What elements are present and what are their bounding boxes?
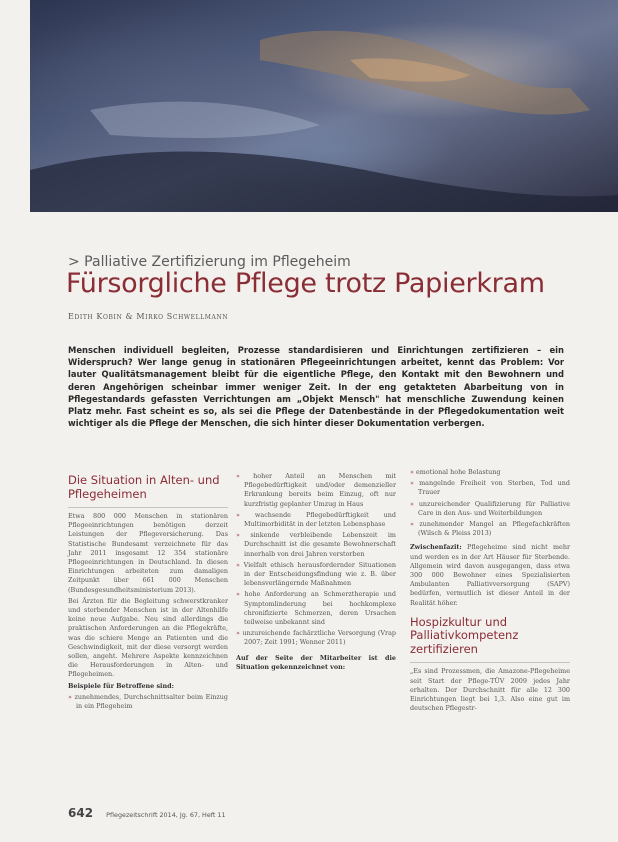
column-2 bbox=[236, 472, 396, 674]
page-footer bbox=[68, 802, 226, 821]
list-item: » Vielfalt ethisch herausfordernder Situationen in der Entscheidungsfindung wie z. B. über lebensverlängernde Maßnahmen bbox=[236, 560, 396, 588]
subheading: Beispiele für Betroffene sind: bbox=[68, 681, 174, 690]
article-kicker: > Palliative Zertifizierung im Pflegeheim bbox=[68, 254, 351, 270]
article-title: Fürsorgliche Pflege trotz Papierkram bbox=[66, 268, 545, 299]
list-item: » hoher Anteil an Menschen mit Pflegebedürftigkeit und/oder demenzieller Erkrankung bereits beim Einzug, oft nur kurzfristig geplanter Umzug in Haus bbox=[236, 472, 396, 508]
body-paragraph: Etwa 800 000 Menschen in stationären Pflegeeinrichtungen benötigen derzeit Leistungen der Pflegeversicherung. Das Statistische Bundesamt verzeichnete für das Jahr 2011 insgesamt 12 354 stationäre Pflegeeinrichtungen in Deutschland. In diesen Einrichtungen arbeiteten zum damaligen Zeitpunkt über 661 000 Menschen (Bundesgesundheitsministerium 2013). bbox=[68, 512, 228, 594]
column-3 bbox=[410, 468, 570, 715]
header-photo bbox=[30, 0, 618, 212]
body-paragraph: „Es sind Prozessmen, die Amazone-Pflegeheime seit Start der Pflege-TÜV 2009 jedes Jahr erhalten. Der Durchschnitt für alle 12 300 Einrichtungen liegt bei 1,3. Also eine gut im deutschen Pflegestr- bbox=[410, 667, 570, 713]
list-item: » hohe Anforderung an Schmerztherapie und Symptomlinderung bei hochkomplexe chronifizierte Schmerzen, deren Ursachen teilweise unbekannt sind bbox=[236, 590, 396, 627]
list-item: » zunehmender Mangel an Pflegefachkräften (Wilsch & Pleiss 2013) bbox=[410, 520, 570, 538]
body-paragraph: Bei Ärzten für die Begleitung schwerstkranker und sterbender Menschen ist in der Altenhilfe keine neue Aufgabe. Neu sind allerdings die praktischen Anforderungen an die Pflegekräfte, was die schiere Menge an Patienten und die Geschwindigkeit, mit der diese versorgt werden sollen, angeht. Mehrere Aspekte kennzeichnen die Herausforderungen in Alten- und Pflegeheimen. bbox=[68, 596, 228, 679]
lead-paragraph: Menschen individuell begleiten, Prozesse standardisieren und Einrichtungen zertifizieren – ein Widerspruch? Wer lange genug in stationären Pflegeeinrichtungen arbeitet, kennt das Problem: Vor lauter Qualitätsmanagement bleibt für die eigentliche Pflege, den Kontakt mit den Bewohnern und deren Angehörigen scheinbar immer weniger Zeit. In der eng getakteten Abarbeitung von in Pflegestandards gefassten Verrichtungen am „Objekt Mensch" hat menschliche Zuwendung keinen Platz mehr. Fast scheint es so, als sei die Pflege der Datenbestände in der Pflegedokumentation weit wichtiger als die Pflege der Menschen, die sich hinter dieser Dokumentation verbergen. bbox=[68, 345, 564, 429]
article-authors: Edith Kobin & Mirko Schwellmann bbox=[68, 312, 229, 321]
list-item: » unzureichende fachärztliche Versorgung (Vrap 2007; Zeit 1991; Wenner 2011) bbox=[236, 629, 396, 647]
list-item: » sinkende verbleibende Lebenszeit im Durchschnitt ist die gesamte Bewohnerschaft innerhalb von drei Jahren verstorben bbox=[236, 531, 396, 558]
list-item: » wachsende Pflegebedürftigkeit und Multimorbidität in der letzten Lebensphase bbox=[236, 510, 396, 529]
list-item: » unzureichender Qualifizierung für Palliative Care in den Aus- und Weiterbildungen bbox=[410, 499, 570, 517]
section-heading-hospice: Hospizkultur und Palliativkompetenz zertifizieren bbox=[410, 614, 519, 656]
subheading: Auf der Seite der Mitarbeiter ist die Situation gekennzeichnet von: bbox=[236, 653, 396, 671]
journal-citation: Pflegezeitschrift 2014, Jg. 67, Heft 11 bbox=[106, 811, 226, 819]
page-number: 642 bbox=[68, 806, 94, 820]
list-item: » mangelnde Freiheit von Sterben, Tod und Trauer bbox=[410, 479, 570, 497]
interim-conclusion: Zwischenfazit: Pflegeheime sind nicht mehr und werden es in der Art Häuser für Sterbende. Allgemein wird davon ausgegangen, dass etwa 300 000 Bewohner eines Spezialisierten Ambulanten Palliativversorgung (SAPV) bedürfen, vermutlich ist dieser Anteil in der Realität höher. bbox=[410, 543, 570, 607]
list-item: » zunehmendes, Durchschnittsalter beim Einzug in ein Pflegeheim bbox=[68, 692, 228, 711]
section-heading-situation: Die Situation in Alten- und Pflegeheimen bbox=[68, 473, 220, 501]
heading-divider bbox=[68, 507, 228, 508]
column-1 bbox=[68, 472, 228, 713]
list-item: » emotional hohe Belastung bbox=[410, 468, 501, 476]
heading-divider bbox=[410, 662, 570, 663]
